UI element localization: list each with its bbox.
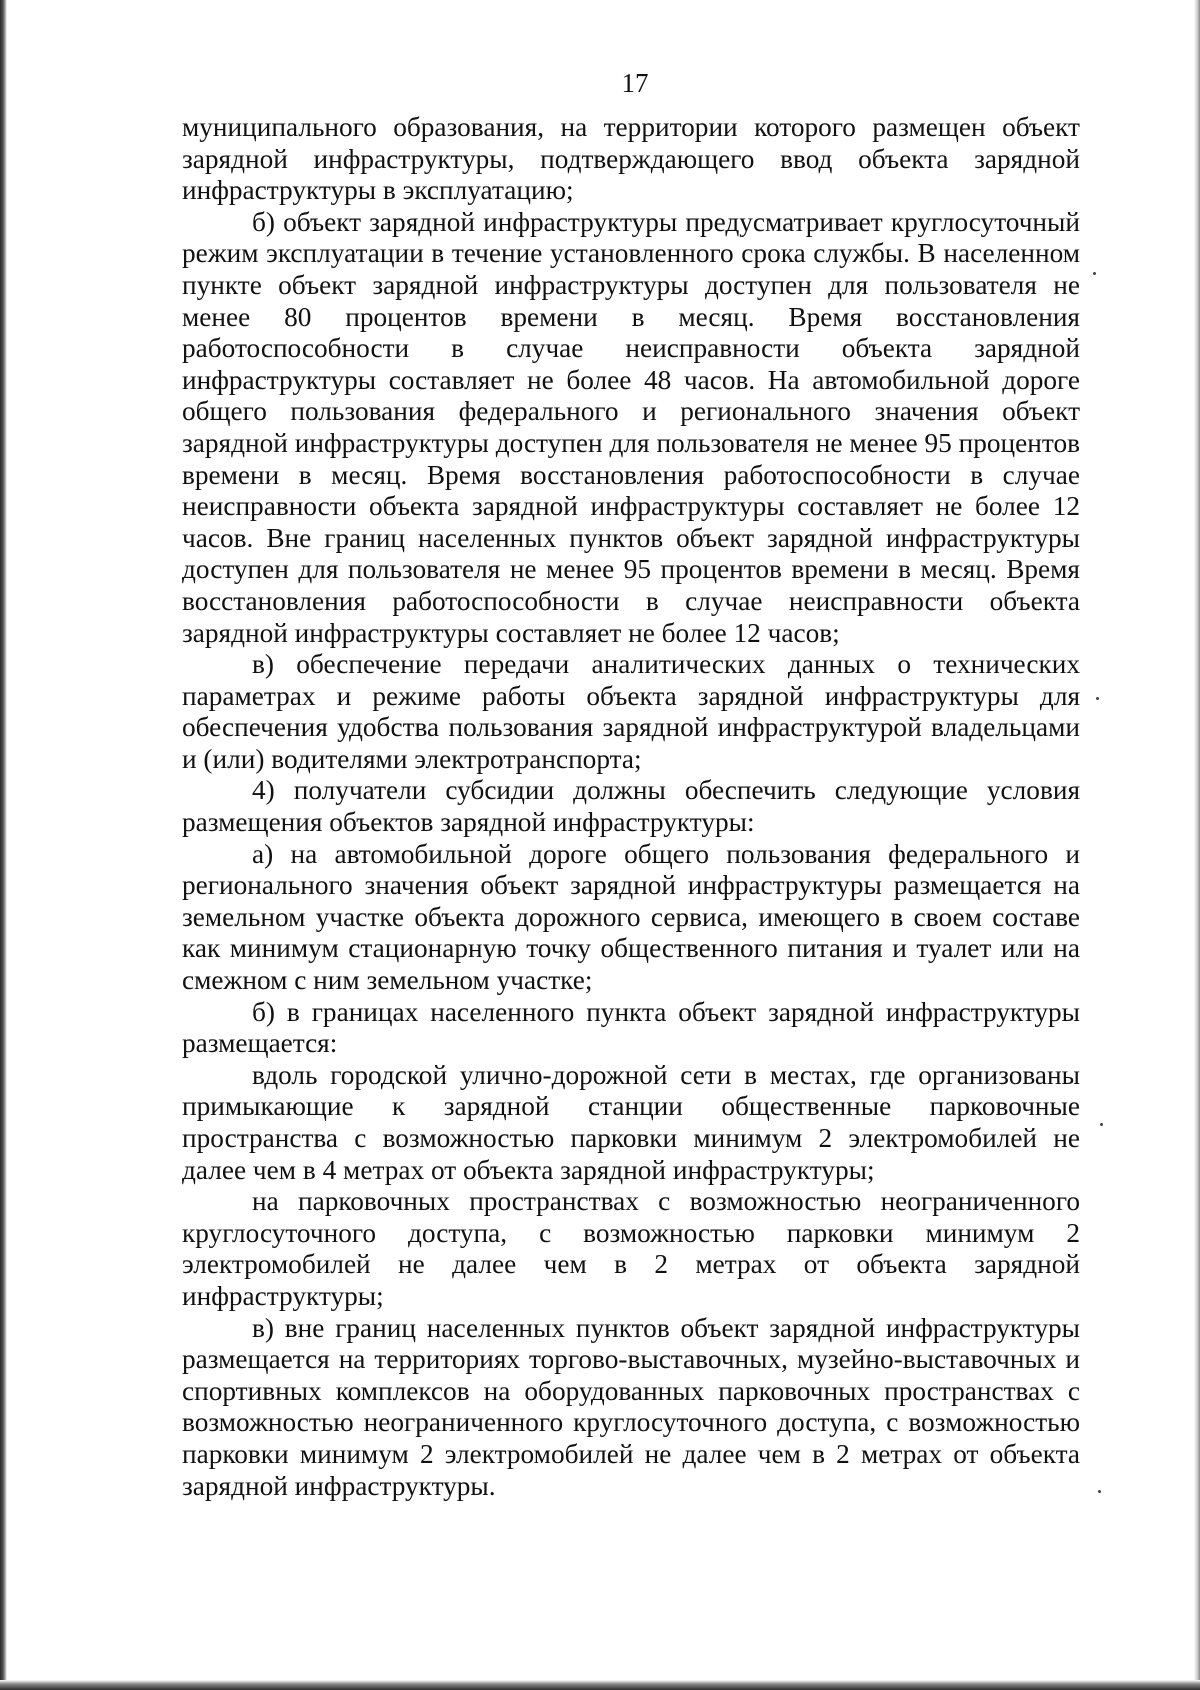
paragraph-continuation: муниципального образования, на территории которого размещен объект зарядной инфраструктуры, подтверждающего ввод объекта зарядной инфраструктуры в эксплуатацию; [182,112,1080,206]
scan-speck [1100,1123,1103,1126]
scan-speck [1093,272,1096,275]
paragraph-4-placement-conditions: 4) получатели субсидии должны обеспечить следующие условия размещения объектов зарядной инфраструктуры: [182,775,1080,838]
paragraph-v-outside-settlements: в) вне границ населенных пунктов объект зарядной инфраструктуры размещается на территориях торгово-выставочных, музейно-выставочных и спортивных комплексов на оборудованных парковочных пространствах с возможностью неограниченного круглосуточного доступа, с возможностью парковки минимум 2 электромобилей не далее чем в 2 метрах от объекта зарядной инфраструктуры. [182,1312,1080,1501]
scan-speck [1098,1490,1101,1493]
document-body [182,112,1080,1502]
paragraph-b-operation-mode: б) объект зарядной инфраструктуры предусматривает круглосуточный режим эксплуатации в течение установленного срока службы. В населенном пункте объект зарядной инфраструктуры доступен для пользователя не менее 80 процентов времени в месяц. Время восстановления работоспособности в случае неисправности объекта зарядной инфраструктуры составляет не более 48 часов. На автомобильной дороге общего пользования федерального и регионального значения объект зарядной инфраструктуры доступен для пользователя не менее 95 процентов времени в месяц. Время восстановления работоспособности в случае неисправности объекта зарядной инфраструктуры составляет не более 12 часов. Вне границ населенных пунктов объект зарядной инфраструктуры доступен для пользователя не менее 95 процентов времени в месяц. Время восстановления работоспособности в случае неисправности объекта зарядной инфраструктуры составляет не более 12 часов; [182,206,1080,648]
paragraph-a-highway-placement: а) на автомобильной дороге общего пользования федерального и регионального значения объект зарядной инфраструктуры размещается на земельном участке объекта дорожного сервиса, имеющего в своем составе как минимум стационарную точку общественного питания и туалет или на смежном с ним земельном участке; [182,838,1080,996]
page-number: 17 [621,68,649,98]
paragraph-parking-spaces: на парковочных пространствах с возможностью неограниченного круглосуточного доступа, с возможностью парковки минимум 2 электромобилей не далее чем в 2 метрах от объекта зарядной инфраструктуры; [182,1186,1080,1311]
scan-edge-right [1194,0,1200,1690]
paragraph-v-data-transfer: в) обеспечение передачи аналитических данных о технических параметрах и режиме работы объекта зарядной инфраструктуры для обеспечения удобства пользования зарядной инфраструктурой владельцами и (или) водителями электротранспорта; [182,649,1080,774]
paragraph-b-settlement-placement: б) в границах населенного пункта объект зарядной инфраструктуры размещается: [182,996,1080,1059]
scan-edge-bottom [0,1680,1200,1690]
scan-speck [1096,697,1099,700]
scan-edge-left [0,0,7,1690]
paragraph-street-network: вдоль городской улично-дорожной сети в местах, где организованы примыкающие к зарядной станции общественные парковочные пространства с возможностью парковки минимум 2 электромобилей не далее чем в 4 метрах от объекта зарядной инфраструктуры; [182,1059,1080,1185]
